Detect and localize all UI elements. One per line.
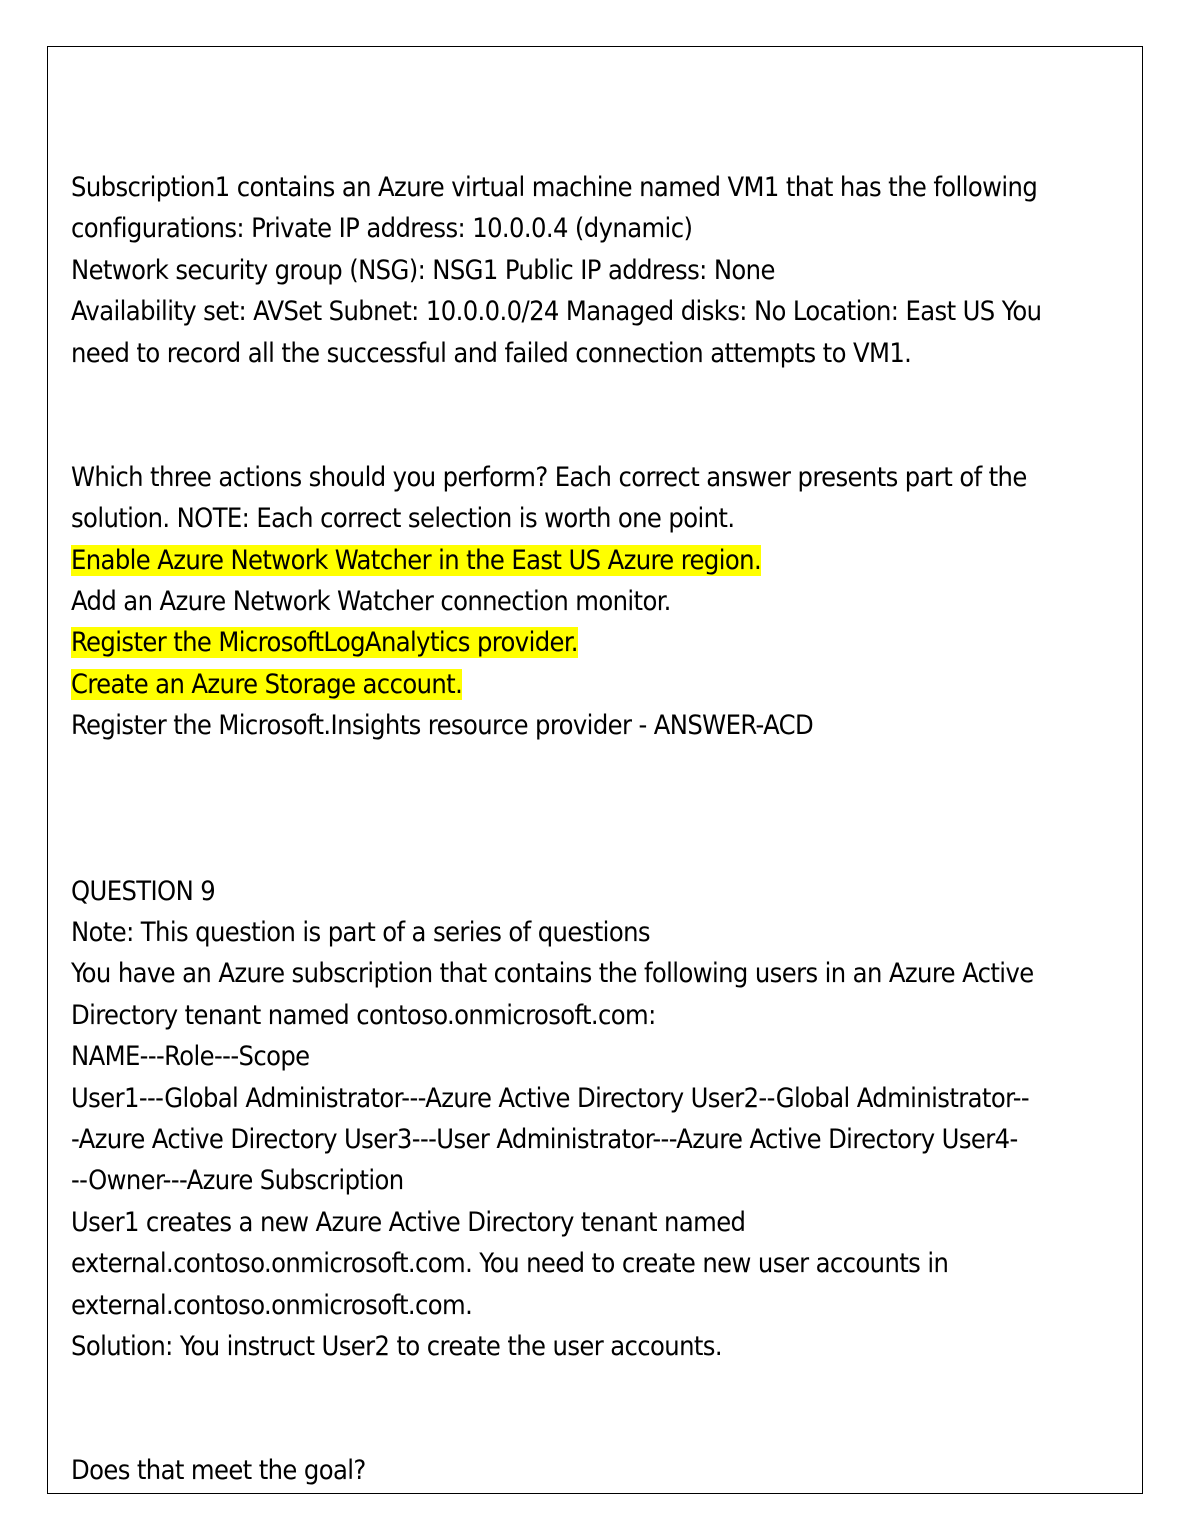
highlighted-answer: Create an Azure Storage account. — [71, 668, 463, 700]
spacer — [71, 415, 1071, 456]
q8-option-a — [71, 540, 1071, 581]
spacer — [71, 746, 1071, 787]
q8-option-e — [71, 705, 1071, 746]
spacer — [71, 374, 1071, 415]
q9-line: Note: This question is part of a series of questions — [71, 917, 650, 949]
spacer — [71, 1367, 1071, 1408]
q9-final-question: Does that meet the goal? — [71, 1455, 366, 1487]
spacer — [71, 1409, 1071, 1450]
q8-scenario — [71, 167, 1071, 374]
spacer — [71, 788, 1071, 829]
q9-line: -Azure Active Directory User3---User Administrator---Azure Active Directory User4- — [71, 1123, 1018, 1155]
q8-question-line: solution. NOTE: Each correct selection is worth one point. — [71, 503, 735, 535]
q8-scenario-line: configurations: Private IP address: 10.0.0.4 (dynamic) — [71, 213, 693, 245]
q9-line: NAME---Role---Scope — [71, 1041, 310, 1073]
q8-option-b — [71, 581, 1071, 622]
q8-scenario-line: Availability set: AVSet Subnet: 10.0.0.0/24 Managed disks: No Location: East US You — [71, 296, 1042, 328]
highlighted-answer: Enable Azure Network Watcher in the East US Azure region. — [71, 544, 762, 576]
q9-line: Solution: You instruct User2 to create the user accounts. — [71, 1330, 722, 1362]
q8-options — [71, 540, 1071, 747]
spacer — [71, 829, 1071, 870]
q9-line: --Owner---Azure Subscription — [71, 1165, 404, 1197]
q9-line: User1 creates a new Azure Active Directory tenant named — [71, 1206, 746, 1238]
q8-question-line: Which three actions should you perform? Each correct answer presents part of the — [71, 461, 1027, 493]
q9-body — [71, 912, 1071, 1367]
q8-scenario-line: Network security group (NSG): NSG1 Public IP address: None — [71, 254, 775, 286]
q9-line: external.contoso.onmicrosoft.com. You need to create new user accounts in — [71, 1248, 949, 1280]
q8-option-d — [71, 664, 1071, 705]
option-text: Add an Azure Network Watcher connection monitor. — [71, 585, 671, 617]
q8-option-c — [71, 622, 1071, 663]
q9-line: User1---Global Administrator---Azure Active Directory User2--Global Administrator-- — [71, 1082, 1030, 1114]
option-text: Register the Microsoft.Insights resource provider - ANSWER-ACD — [71, 710, 814, 742]
q8-scenario-line: need to record all the successful and failed connection attempts to VM1. — [71, 337, 912, 369]
highlighted-answer: Register the MicrosoftLogAnalytics provider. — [71, 627, 578, 659]
q8-scenario-line: Subscription1 contains an Azure virtual machine named VM1 that has the following — [71, 172, 1038, 203]
q8-question — [71, 457, 1071, 540]
q9-line: Directory tenant named contoso.onmicrosoft.com: — [71, 999, 656, 1031]
page-frame — [47, 46, 1143, 1494]
q9-heading: QUESTION 9 — [71, 875, 216, 907]
document-content — [71, 167, 1071, 1492]
q9-line: external.contoso.onmicrosoft.com. — [71, 1289, 473, 1321]
q9-line: You have an Azure subscription that contains the following users in an Azure Active — [71, 958, 1034, 990]
